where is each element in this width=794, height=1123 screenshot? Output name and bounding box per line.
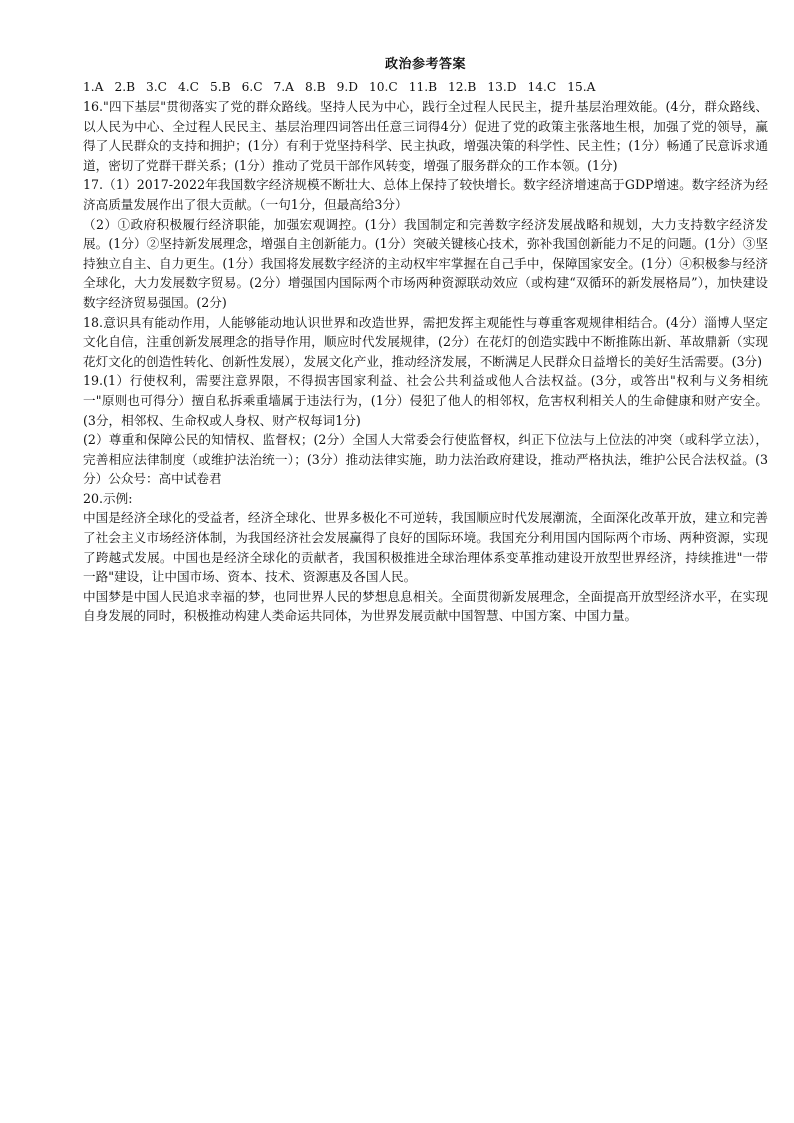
- choice-answer: 8.B: [304, 80, 326, 94]
- answer-q18: 18.意识具有能动作用，人能够能动地认识世界和改造世界，需把发挥主观能性与尊重客观规律相结合。(4分）淄博人坚定文化自信，注重创新发展理念的指导作用，顺应时代发展规律，(2分）在花灯的创造实践中不断推陈出新、革故鼎新（实现花灯文化的创造性转化、创新性发展），发展文化产业，推动经济发展，不断满足人民群众日益增长的美好生活需要。(3分): [83, 314, 768, 369]
- choice-answer: 11.B: [408, 80, 438, 94]
- choice-answer: 2.B: [114, 80, 136, 94]
- choice-answer: 15.A: [567, 80, 596, 94]
- choice-answer: 6.C: [241, 80, 263, 94]
- choice-answer: 3.C: [146, 80, 167, 94]
- answer-q19-part2: (2）尊重和保障公民的知情权、监督权；(2分）全国人大常委会行使监督权，纠正下位法与上位法的冲突（或科学立法），完善相应法律制度（或维护法治统一）；(3分）推动法律实施，助力法治政府建设，推动严格执法，维护公民合法权益。(3分）公众号：高中试卷君: [83, 432, 768, 487]
- choice-answer: 9.D: [336, 80, 358, 94]
- choice-answer: 5.B: [209, 80, 231, 94]
- answer-q20-label: 20.示例:: [83, 490, 133, 506]
- answer-q16: 16."四下基层"贯彻落实了党的群众路线。坚持人民为中心，践行全过程人民民主，提升基层治理效能。(4分，群众路线、以人民为中心、全过程人民民主、基层治理四词答出任意三词得4分）促进了党的政策主张落地生根，加强了党的领导，赢得了人民群众的支持和拥护；(1分）有利于党坚持科学、民主执政，增强决策的科学性、民主性；(1分）畅通了民意诉求通道，密切了党群干群关系；(1分）推动了党员干部作风转变，增强了服务群众的工作本领。(1分): [83, 99, 768, 173]
- choice-answer: 10.C: [368, 80, 398, 94]
- answer-q17-part2: （2）①政府积极履行经济职能，加强宏观调控。(1分）我国制定和完善数字经济发展战略和规划，大力支持数字经济发展。(1分）②坚持新发展理念，增强自主创新能力。(1分）突破关键核心技术，弥补我国创新能力不足的问题。(1分）③坚持独立自主、自力更生。(1分）我国将发展数字经济的主动权牢牢掌握在自己手中，保障国家安全。(1分）④积极参与经济全球化，大力发展数字贸易。(2分）增强国内国际两个市场两种资源联动效应（或构建“双循环的新发展格局”），加快建设数字经济贸易强国。(2分): [83, 216, 768, 310]
- choice-answer: 1.A: [83, 80, 104, 94]
- choice-answer: 13.D: [487, 80, 517, 94]
- answer-q20-paragraph-1: 中国是经济全球化的受益者，经济全球化、世界多极化不可逆转，我国顺应时代发展潮流，全面深化改革开放，建立和完善了社会主义市场经济体制，为我国经济社会发展赢得了良好的国际环境。我国充分利用国内国际两个市场、两种资源，实现了跨越式发展。中国也是经济全球化的贡献者，我国积极推进全球治理体系变革推动建设开放型世界经济，持续推进"一带一路"建设，让中国市场、资本、技术、资源惠及各国人民。: [83, 510, 768, 585]
- choice-answers: [83, 78, 768, 97]
- choice-answer: 7.A: [273, 80, 294, 94]
- answer-q19-part1: 19.(1）行使权利，需要注意界限，不得损害国家利益、社会公共利益或他人合法权益。(3分，或答出"权利与义务相统一"原则也可得分）擅自私拆乘重墙属于违法行为，(1分）侵犯了他人的相邻权，危害权利相关人的生命健康和财产安全。(3分，相邻权、生命权或人身权、财产权每词1分): [83, 373, 768, 428]
- page-title: 政治参考答案: [384, 57, 466, 72]
- choice-answer: 12.B: [448, 80, 477, 94]
- choice-answer: 14.C: [527, 80, 557, 94]
- choice-answer: 4.C: [178, 80, 199, 94]
- answer-q17-part1: 17.（1）2017-2022年我国数字经济规模不断壮大、总体上保持了较快增长。数字经济增速高于GDP增速。数字经济为经济高质量发展作出了很大贡献。（一句1分，但最高给3分）: [83, 177, 768, 212]
- answer-q20-paragraph-2: 中国梦是中国人民追求幸福的梦，也同世界人民的梦想息息相关。全面贯彻新发展理念，全面提高开放型经济水平，在实现自身发展的同时，积极推动构建人类命运共同体，为世界发展贡献中国智慧、中国方案、中国力量。: [83, 588, 768, 624]
